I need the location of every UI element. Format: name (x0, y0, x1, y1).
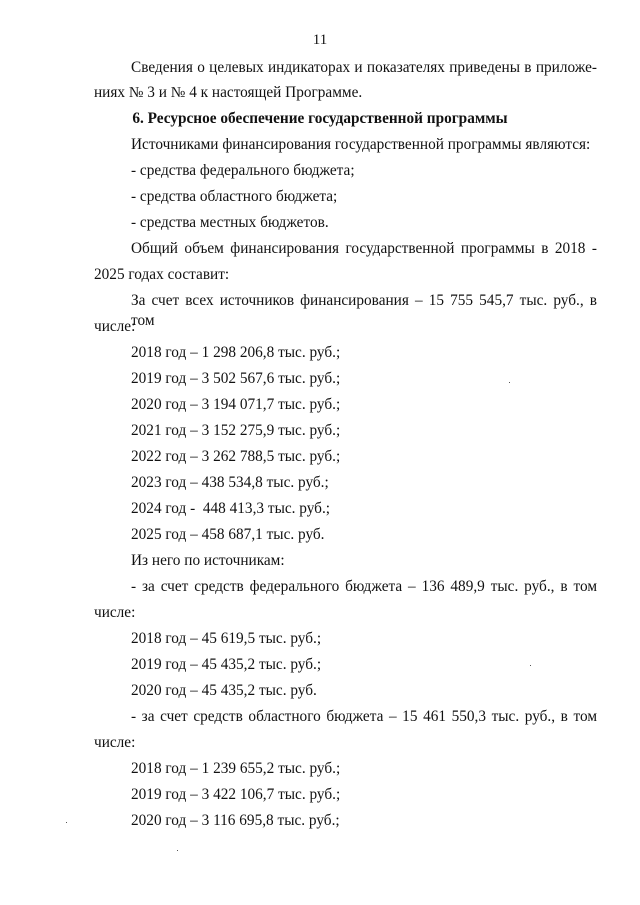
section-heading: 6. Ресурсное обеспечение государственной программы (132, 110, 508, 127)
year-amount-item: 2018 год – 1 298 206,8 тыс. руб.; (131, 344, 341, 361)
paragraph-line: 2025 годах составит: (94, 266, 230, 283)
scan-speck (530, 665, 531, 666)
year-amount-item: 2018 год – 1 239 655,2 тыс. руб.; (131, 760, 341, 777)
page-number: 11 (312, 32, 328, 48)
year-amount-item: 2020 год – 3 194 071,7 тыс. руб.; (131, 396, 341, 413)
list-item: - средства местных бюджетов. (131, 214, 329, 231)
year-amount-item: 2020 год – 3 116 695,8 тыс. руб.; (131, 812, 340, 829)
scan-speck (509, 382, 510, 383)
paragraph-line: - за счет средств областного бюджета – 15 461 550,3 тыс. руб., в том (131, 708, 597, 725)
year-amount-item: 2018 год – 45 619,5 тыс. руб.; (131, 630, 322, 647)
scan-speck (66, 822, 67, 823)
paragraph-line: Источниками финансирования государственной программы являются: (131, 136, 591, 153)
paragraph-line: Общий объем финансирования государственной программы в 2018 - (131, 240, 597, 257)
paragraph-line: числе: (94, 604, 136, 621)
paragraph-line: Сведения о целевых индикаторах и показателях приведены в приложе- (131, 59, 597, 76)
list-item: - средства областного бюджета; (131, 188, 338, 205)
paragraph-line: - за счет средств федерального бюджета – 136 489,9 тыс. руб., в том (131, 578, 597, 595)
paragraph-line: числе: (94, 734, 136, 751)
year-amount-item: 2024 год - 448 413,3 тыс. руб.; (131, 500, 331, 517)
year-amount-item: 2022 год – 3 262 788,5 тыс. руб.; (131, 448, 341, 465)
paragraph-line: Из него по источникам: (131, 552, 285, 569)
year-amount-item: 2019 год – 3 502 567,6 тыс. руб.; (131, 370, 341, 387)
paragraph-line: За счет всех источников финансирования – 15 755 545,7 тыс. руб., в том (131, 292, 597, 329)
year-amount-item: 2025 год – 458 687,1 тыс. руб. (131, 526, 325, 543)
year-amount-item: 2019 год – 45 435,2 тыс. руб.; (131, 656, 322, 673)
year-amount-item: 2019 год – 3 422 106,7 тыс. руб.; (131, 786, 341, 803)
paragraph-line: ниях № 3 и № 4 к настоящей Программе. (94, 84, 363, 101)
year-amount-item: 2023 год – 438 534,8 тыс. руб.; (131, 474, 329, 491)
year-amount-item: 2020 год – 45 435,2 тыс. руб. (131, 682, 317, 699)
list-item: - средства федерального бюджета; (131, 162, 355, 179)
year-amount-item: 2021 год – 3 152 275,9 тыс. руб.; (131, 422, 341, 439)
scan-speck (177, 850, 178, 851)
paragraph-line: числе: (94, 318, 136, 335)
